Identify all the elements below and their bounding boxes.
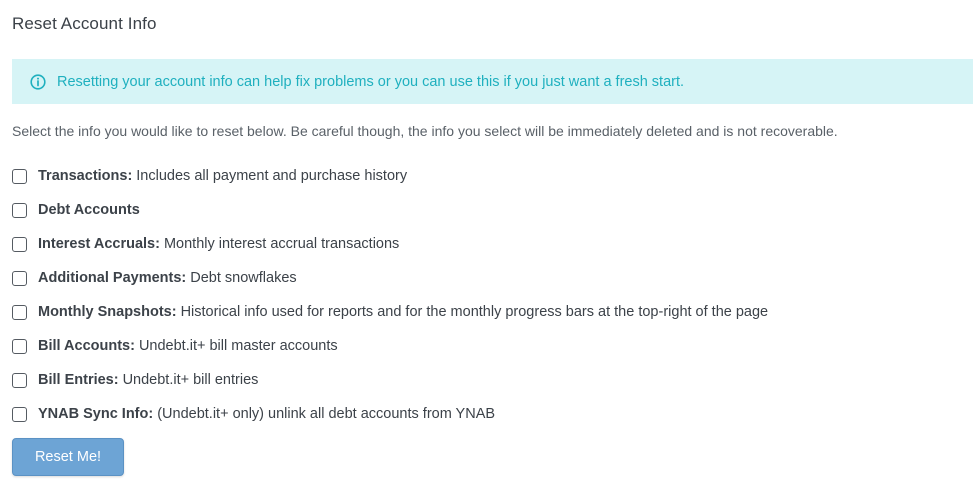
option-debt-accounts[interactable] bbox=[12, 193, 768, 227]
checkbox-ynab-sync-info[interactable] bbox=[12, 407, 27, 422]
option-description: Historical info used for reports and for the monthly progress bars at the top-right of the page bbox=[180, 304, 769, 320]
option-label: Bill Accounts: bbox=[38, 338, 135, 354]
checkbox-additional-payments[interactable] bbox=[12, 271, 27, 286]
option-label: Transactions: bbox=[38, 168, 133, 184]
option-interest-accruals[interactable] bbox=[12, 227, 768, 261]
option-transactions[interactable] bbox=[12, 159, 768, 193]
info-icon bbox=[30, 74, 46, 90]
option-label: Monthly Snapshots: bbox=[38, 304, 177, 320]
alert-text: Resetting your account info can help fix problems or you can use this if you just want a fresh start. bbox=[57, 73, 685, 90]
option-bill-entries[interactable] bbox=[12, 363, 768, 397]
option-description: Undebt.it+ bill entries bbox=[122, 372, 259, 388]
option-label: YNAB Sync Info: bbox=[38, 406, 154, 422]
option-label: Bill Entries: bbox=[38, 372, 119, 388]
checkbox-debt-accounts[interactable] bbox=[12, 203, 27, 218]
option-description: Undebt.it+ bill master accounts bbox=[138, 338, 338, 354]
checkbox-bill-entries[interactable] bbox=[12, 373, 27, 388]
option-label: Debt Accounts bbox=[38, 202, 140, 218]
option-description: Monthly interest accrual transactions bbox=[163, 236, 400, 252]
info-alert bbox=[12, 59, 973, 104]
reset-options-list bbox=[12, 159, 768, 431]
option-bill-accounts[interactable] bbox=[12, 329, 768, 363]
checkbox-monthly-snapshots[interactable] bbox=[12, 305, 27, 320]
reset-button[interactable]: Reset Me! bbox=[12, 438, 124, 476]
intro-text: Select the info you would like to reset below. Be careful though, the info you select will be immediately deleted and is not recoverable. bbox=[12, 123, 838, 139]
checkbox-bill-accounts[interactable] bbox=[12, 339, 27, 354]
option-description: Debt snowflakes bbox=[190, 270, 297, 286]
checkbox-transactions[interactable] bbox=[12, 169, 27, 184]
option-description: Includes all payment and purchase history bbox=[136, 168, 408, 184]
option-label: Interest Accruals: bbox=[38, 236, 160, 252]
option-description: (Undebt.it+ only) unlink all debt accounts from YNAB bbox=[157, 406, 496, 422]
option-additional-payments[interactable] bbox=[12, 261, 768, 295]
option-ynab-sync-info[interactable] bbox=[12, 397, 768, 431]
page-title: Reset Account Info bbox=[12, 14, 157, 33]
option-label: Additional Payments: bbox=[38, 270, 187, 286]
option-monthly-snapshots[interactable] bbox=[12, 295, 768, 329]
checkbox-interest-accruals[interactable] bbox=[12, 237, 27, 252]
